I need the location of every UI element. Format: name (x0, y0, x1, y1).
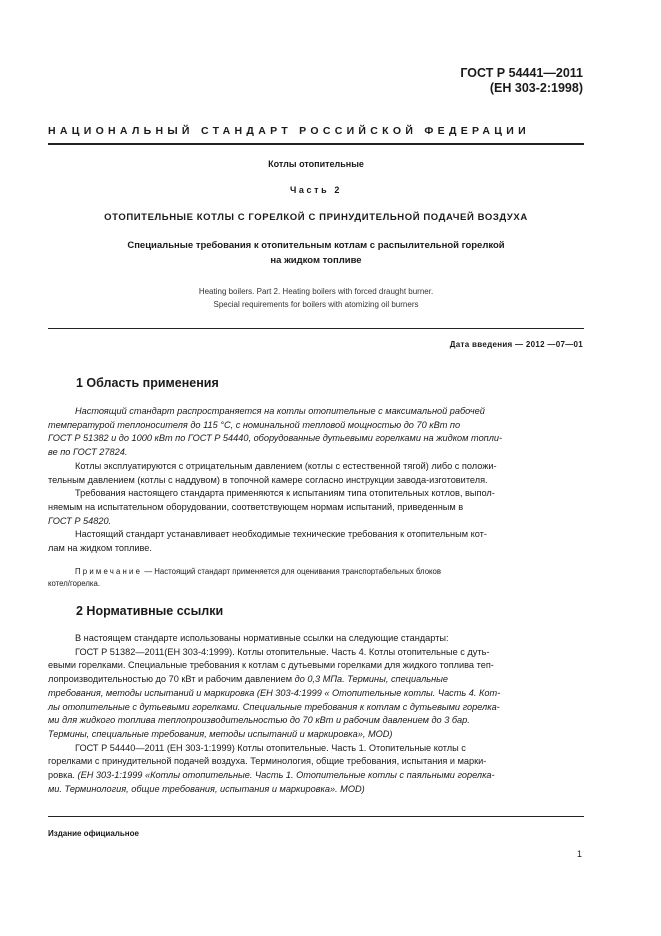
section-2-heading: 2 Нормативные ссылки (76, 604, 224, 618)
title-part: Часть 2 (290, 185, 342, 195)
title-rule (48, 328, 584, 329)
p3-line: няемым на испытательном оборудовании, соответствующем нормам испытаний, приведенным в (48, 501, 464, 512)
ref2-line: горелками с принудительной подачей воздуха. Терминология, общие требования, испытания и марки- (48, 756, 487, 767)
national-standard-line: НАЦИОНАЛЬНЫЙ СТАНДАРТ РОССИЙСКОЙ ФЕДЕРАЦИИ (48, 125, 530, 137)
references-intro: В настоящем стандарте использованы нормативные ссылки на следующие стандарты: (75, 633, 449, 643)
note-label: Примечание (75, 567, 143, 576)
ref2-line: ми. Терминология, общие требования, испытания и маркировка». MOD) (48, 783, 365, 794)
reference-gost-54440 (48, 742, 584, 797)
scope-paragraph-1 (48, 405, 584, 460)
subtitle-line-2: на жидком топливе (270, 255, 362, 266)
ref2-line-italic: (ЕН 303-1:1999 «Котлы отопительные. Часть 1. Отопительные котлы с паяльными горелка- (77, 770, 495, 781)
title-main: ОТОПИТЕЛЬНЫЕ КОТЛЫ С ГОРЕЛКОЙ С ПРИНУДИТЕЛЬНОЙ ПОДАЧЕЙ ВОЗДУХА (104, 212, 528, 223)
ref2-line: ГОСТ Р 54440—2011 (ЕН 303-1:1999) Котлы отопительные. Часть 1. Отопительные котлы с (75, 742, 466, 753)
ref1-line: ми для жидкого топлива теплопроизводительностью до 70 кВт и рабочим давлением до 3 бар. (48, 715, 470, 726)
section-2-body (48, 632, 584, 796)
page-number: 1 (577, 849, 583, 859)
title-english (48, 285, 584, 311)
p4-line: лам на жидком топливе. (48, 543, 152, 554)
ref1-line-italic: до 0,3 МПа. Термины, специальные (294, 674, 449, 685)
scope-paragraph-2 (48, 460, 584, 487)
note-text-line-2: котел/горелка. (48, 579, 100, 588)
english-title-line-1: Heating boilers. Part 2. Heating boilers with forced draught burner. (198, 287, 434, 296)
p2-line: тельным давлением (котлы с наддувом) в топочной камере согласно инструкции завода-изготовителя. (48, 474, 488, 485)
p1-line: температурой теплоносителя до 115 °С, с номинальной тепловой мощностью до 70 кВт по (48, 419, 461, 430)
section-1-body (48, 405, 584, 556)
header-rule (48, 143, 584, 145)
p1-line: ве по ГОСТ 27824. (48, 447, 128, 458)
p3-line: ГОСТ Р 54820. (48, 515, 112, 526)
ref1-line: лы отопительные с дутьевыми горелками. Специальные требования к котлам с дутьевыми горелка- (48, 701, 500, 712)
scope-paragraph-4 (48, 528, 584, 555)
footer-rule (48, 816, 584, 817)
standard-number-block (460, 66, 583, 96)
ref1-line: требования, методы испытаний и маркировка (ЕН 303-4:1999 « Отопительные котлы. Часть 4. Кот- (48, 687, 501, 698)
p2-line: Котлы эксплуатируются с отрицательным давлением (котлы с естественной тягой) либо с положи- (75, 460, 497, 471)
section-1-heading: 1 Область применения (76, 376, 219, 390)
p1-line: Настоящий стандарт распространяется на котлы отопительные с максимальной рабочей (75, 406, 485, 416)
scope-paragraph-3 (48, 487, 584, 528)
standard-number: ГОСТ Р 54441—2011 (460, 66, 583, 80)
p4-line: Настоящий стандарт устанавливает необходимые технические требования к отопительным кот- (75, 529, 487, 540)
reference-gost-51382 (48, 646, 584, 742)
title-subject: Котлы отопительные (268, 159, 364, 169)
subtitle-line-1: Специальные требования к отопительным котлам с распылительной горелкой (127, 240, 505, 251)
scope-note (48, 566, 584, 590)
standard-number-alt: (ЕН 303-2:1998) (489, 81, 583, 95)
p3-line: Требования настоящего стандарта применяются к испытаниям типа отопительных котлов, выпол- (75, 488, 495, 499)
note-text-line-1: — Настоящий стандарт применяется для оценивания транспортабельных блоков (144, 567, 442, 576)
title-subtitle (48, 238, 584, 268)
ref1-line: Термины, специальные требования, методы испытаний и маркировка», MOD) (48, 728, 393, 739)
ref1-line: ГОСТ Р 51382—2011(ЕН 303-4:1999). Котлы отопительные. Часть 4. Котлы отопительные с дуть- (75, 646, 490, 657)
p1-line: ГОСТ Р 51382 и до 1000 кВт по ГОСТ Р 54440, оборудованные дутьевыми горелками на жидком топли- (48, 433, 503, 444)
introduction-date: Дата введения — 2012 —07—01 (449, 340, 583, 349)
ref1-line: евыми горелками. Специальные требования к котлам с дутьевыми горелками для жидкого топлива теп- (48, 660, 494, 671)
ref1-line: лопроизводительностью до 70 кВт и рабочим давлением (48, 674, 295, 685)
ref2-line: ровка. (48, 770, 78, 781)
english-title-line-2: Special requirements for boilers with atomizing oil burners (213, 300, 419, 309)
official-edition-label: Издание официальное (48, 829, 139, 838)
